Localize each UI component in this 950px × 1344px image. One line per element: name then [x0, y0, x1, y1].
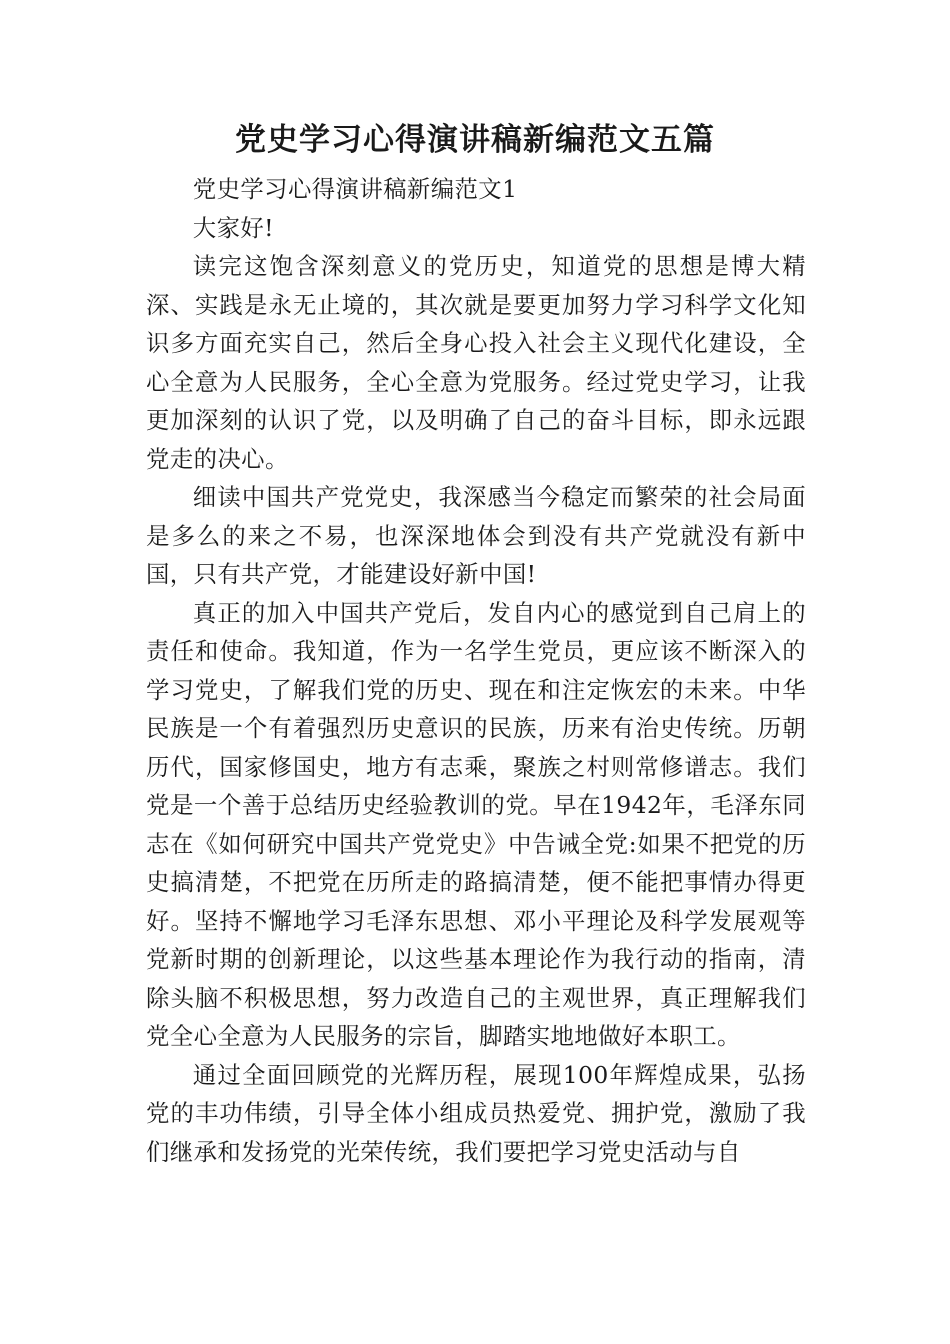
paragraph: 读完这饱含深刻意义的党历史，知道党的思想是博大精深、实践是永无止境的，其次就是要更加努力学习科学文化知识多方面充实自己，然后全身心投入社会主义现代化建设，全心全意为人民服务，全心全意为党服务。经过党史学习，让我更加深刻的认识了党，以及明确了自己的奋斗目标，即永远跟党走的决心。 [146, 252, 806, 473]
paragraph: 细读中国共产党党史，我深感当今稳定而繁荣的社会局面是多么的来之不易，也深深地体会到没有共产党就没有新中国，只有共产党，才能建设好新中国! [146, 483, 806, 588]
paragraph-greeting: 大家好! [192, 213, 274, 242]
paragraph-subtitle: 党史学习心得演讲稿新编范文1 [192, 175, 518, 203]
document-body [146, 170, 806, 1171]
document-title: 党史学习心得演讲稿新编范文五篇 [235, 122, 715, 158]
paragraph: 真正的加入中国共产党后，发自内心的感觉到自己肩上的责任和使命。我知道，作为一名学生党员，更应该不断深入的学习党史，了解我们党的历史、现在和注定恢宏的未来。中华民族是一个有着强烈历史意识的民族，历来有治史传统。历朝历代，国家修国史，地方有志乘，聚族之村则常修谱志。我们党是一个善于总结历史经验教训的党。早在1942年，毛泽东同志在《如何研究中国共产党党史》中告诫全党:如果不把党的历史搞清楚，不把党在历所走的路搞清楚，便不能把事情办得更好。坚持不懈地学习毛泽东思想、邓小平理论及科学发展观等党新时期的创新理论，以这些基本理论作为我行动的指南，清除头脑不积极思想，努力改造自己的主观世界，真正理解我们党全心全意为人民服务的宗旨，脚踏实地地做好本职工。 [146, 598, 806, 1050]
paragraph: 通过全面回顾党的光辉历程，展现100年辉煌成果，弘扬党的丰功伟绩，引导全体小组成员热爱党、拥护党，激励了我们继承和发扬党的光荣传统，我们要把学习党史活动与自 [146, 1060, 806, 1166]
